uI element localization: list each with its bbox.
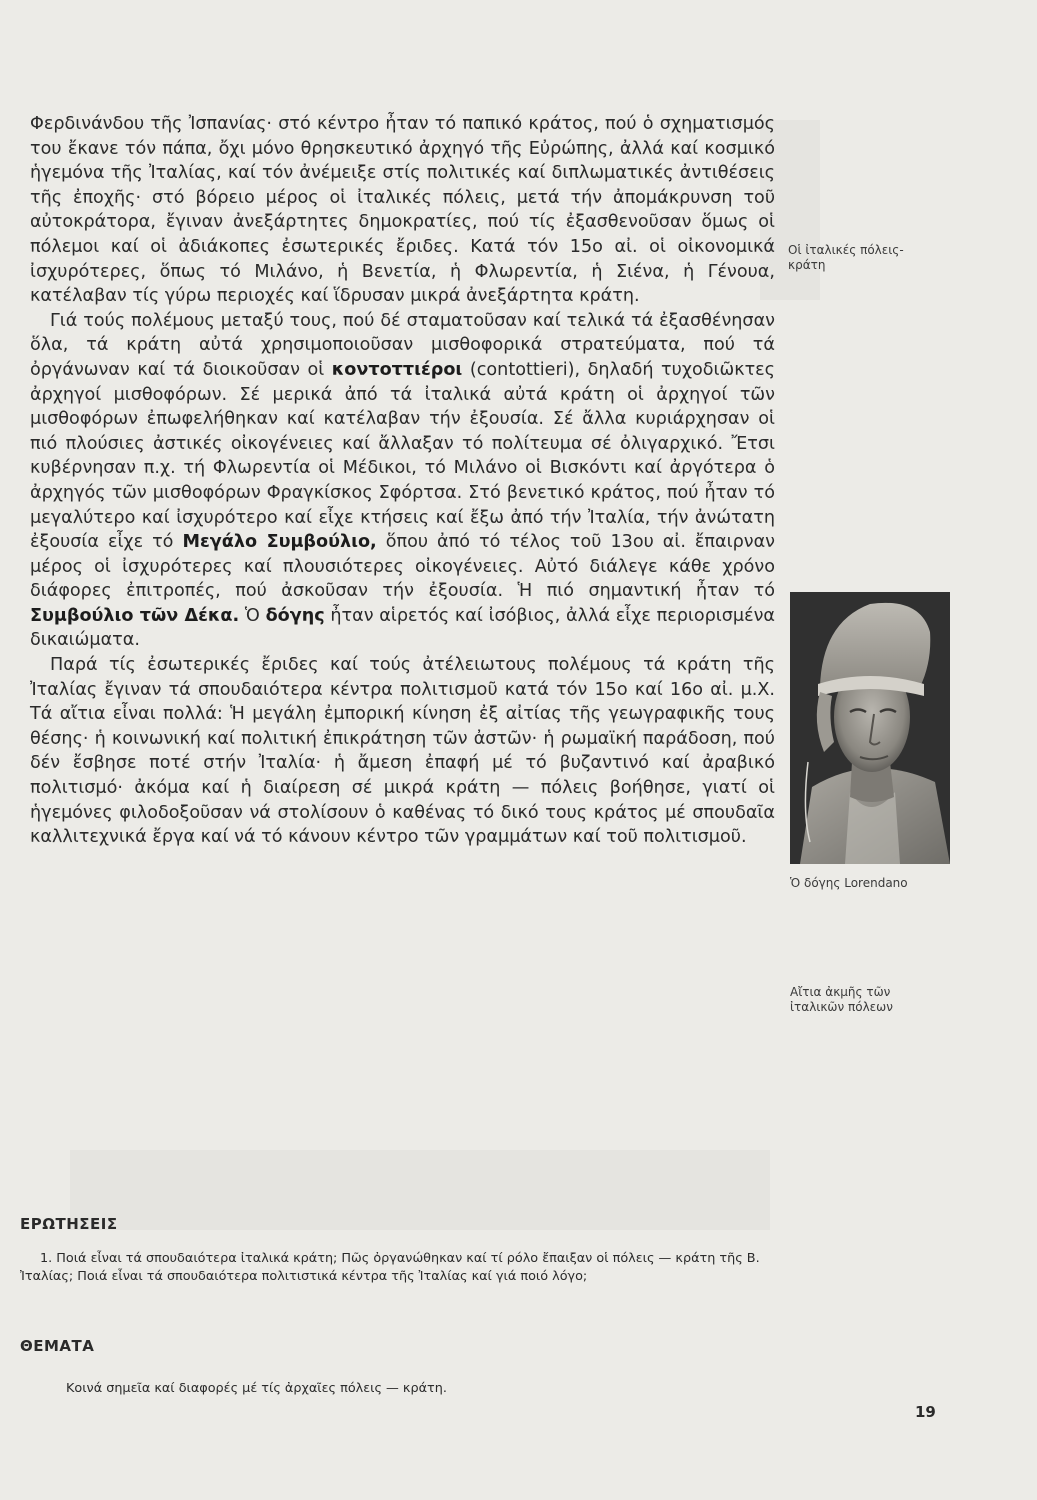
- margin-note-causes: Αἴτια ἀκμῆς τῶν ἰταλικῶν πόλεων: [790, 985, 893, 1014]
- paragraph-mercenaries: [30, 309, 775, 653]
- margin-note-city-states: Οἱ ἰταλικές πόλεις-κράτη: [788, 243, 904, 272]
- main-text-column: [30, 112, 775, 850]
- term-great-council: Μεγάλο Συμβούλιο,: [182, 532, 377, 553]
- questions-heading: ΕΡΩΤΗΣΕΙΣ: [20, 1215, 118, 1233]
- paragraph-culture-centers: Παρά τίς ἐσωτερικές ἔριδες καί τούς ἀτέλειωτους πολέμους τά κράτη τῆς Ἰταλίας ἔγιναν τά σπουδαιότερα κέντρα πολιτισμοῦ κατά τόν 15ο καί 16ο αἰ. μ.Χ. Τά αἴτια εἶναι πολλά: Ἡ μεγάλη ἐμπορική κίνηση ἐξ αἰτίας τῆς γεωγραφικῆς τους θέσης· ἡ κοινωνική καί πολιτική ἐπικράτηση τῶν ἀστῶν· ἡ ρωμαϊκή παράδοση, πού δέν ἔσβησε ποτέ στήν Ἰταλία· ἡ ἄμεση ἐπαφή μέ τό βυζαντινό καί ἀραβικό πολιτισμό· ἀκόμα καί ἡ διαίρεση σέ μικρά κράτη — πόλεις βοήθησε, γιατί οἱ ἡγεμόνες φιλοδοξοῦσαν νά στολίσουν ὁ καθένας τό δικό τους κράτος μέ σπουδαῖα καλλιτεχνικά ἔργα καί νά τό κάνουν κέντρο τῶν γραμμάτων καί τοῦ πολιτισμοῦ.: [30, 655, 775, 848]
- paragraph-text: Γιά τούς πολέμους μεταξύ τους, πού δέ σταματοῦσαν καί τελικά τά ἐξασθένησαν ὅλα, τά κράτη αὐτά χρησιμοποιοῦσαν μισθοφορικά στρατεύματα, πού τά ὀργάνωναν καί τά διοικοῦσαν οἱ: [30, 310, 775, 380]
- page-number: 19: [915, 1403, 936, 1421]
- portrait-caption: Ὁ δόγης Lorendano: [790, 876, 908, 890]
- questions-block: [20, 1250, 770, 1286]
- paragraph-text: (contottieri), δηλαδή τυχοδιῶκτες ἀρχηγοί μισθοφόρων. Σέ μερικά ἀπό τά ἰταλικά αὐτά κράτη οἱ ἀρχηγοί τῶν μισθοφόρων ἐπωφελήθηκαν καί κατέλαβαν τήν ἐξουσία. Σέ ἄλλα κυριάρχησαν οἱ πιό πλούσιες ἀστικές οἰκογένειες καί ἄλλαξαν τό πολίτευμα σέ ὀλιγαρχικό. Ἔτσι κυβέρνησαν π.χ. τή Φλωρεντία οἱ Μέδικοι, τό Μιλάνο οἱ Βισκόντι καί ἀργότερα ὁ ἀρχηγός τῶν μισθοφόρων Φραγκίσκος Σφόρτσα. Στό βενετικό κράτος, πού ἦταν τό μεγαλύτερο καί ἰσχυρότερο καί εἶχε κτήσεις καί ἔξω ἀπό τήν Ἰταλία, τήν ἀνώτατη ἐξουσία εἶχε τό: [30, 359, 775, 553]
- term-doge: δόγης: [265, 605, 325, 626]
- paragraph-italian-states: Φερδινάνδου τῆς Ἰσπανίας· στό κέντρο ἦταν τό παπικό κράτος, πού ὁ σχηματισμός του ἔκανε τόν πάπα, ὄχι μόνο θρησκευτικό ἀρχηγό τῆς Εὐρώπης, ἀλλά καί κοσμικό ἡγεμόνα τῆς Ἰταλίας, καί τόν ἀνέμειξε στίς πολιτικές καί διπλωματικές ἀντιθέσεις τῆς ἐποχῆς· στό βόρειο μέρος οἱ ἰταλικές πόλεις, μετά τήν ἀπομάκρυνση τοῦ αὐτοκράτορα, ἔγιναν ἀνεξάρτητες δημοκρατίες, πού τίς ἐξασθενοῦσαν ὅμως οἱ πόλεμοι καί οἱ ἀδιάκοπες ἐσωτερικές ἔριδες. Κατά τόν 15ο αἰ. οἱ οἰκονομικά ἰσχυρότερες, ὅπως τό Μιλάνο, ἡ Βενετία, ἡ Φλωρεντία, ἡ Σιένα, ἡ Γένουα, κατέλαβαν τίς γύρω περιοχές καί ἵδρυσαν μικρά ἀνεξάρτητα κράτη.: [30, 114, 775, 307]
- term-condottieri: κοντοττιέροι: [331, 359, 463, 380]
- themes-heading: ΘΕΜΑΤΑ: [20, 1337, 95, 1355]
- doge-portrait-image: [790, 592, 950, 864]
- paragraph-text: ἦταν αἱρετός καί ἰσόβιος, ἀλλά εἶχε περιορισμένα δικαιώματα.: [30, 605, 776, 651]
- question-1: 1. Ποιά εἶναι τά σπουδαιότερα ἰταλικά κράτη; Πῶς ὀργανώθηκαν καί τί ρόλο ἔπαιξαν οἱ πόλεις — κράτη τῆς Β. Ἰταλίας; Ποιά εἶναι τά σπουδαιότερα πολιτιστικά κέντρα τῆς Ἰταλίας καί γιά ποιό λόγο;: [20, 1251, 760, 1284]
- bleed-through-shadow-bottom: [70, 1150, 770, 1230]
- portrait-illustration: [790, 592, 950, 864]
- theme-1: Κοινά σημεῖα καί διαφορές μέ τίς ἀρχαῖες πόλεις — κράτη.: [66, 1381, 447, 1396]
- paragraph-text: Ὁ: [239, 605, 266, 626]
- term-council-of-ten: Συμβούλιο τῶν Δέκα.: [30, 605, 240, 626]
- paragraph-text: ὅπου ἀπό τό τέλος τοῦ 13ου αἰ. ἔπαιρναν μέρος οἱ ἰσχυρότερες καί πλουσιότερες οἰκογένειες. Αὐτό διάλεγε κάθε χρόνο διάφορες ἐπιτροπές, πού ἀσκοῦσαν τήν ἐξουσία. Ἡ πιό σημαντική ἦταν τό: [30, 532, 775, 602]
